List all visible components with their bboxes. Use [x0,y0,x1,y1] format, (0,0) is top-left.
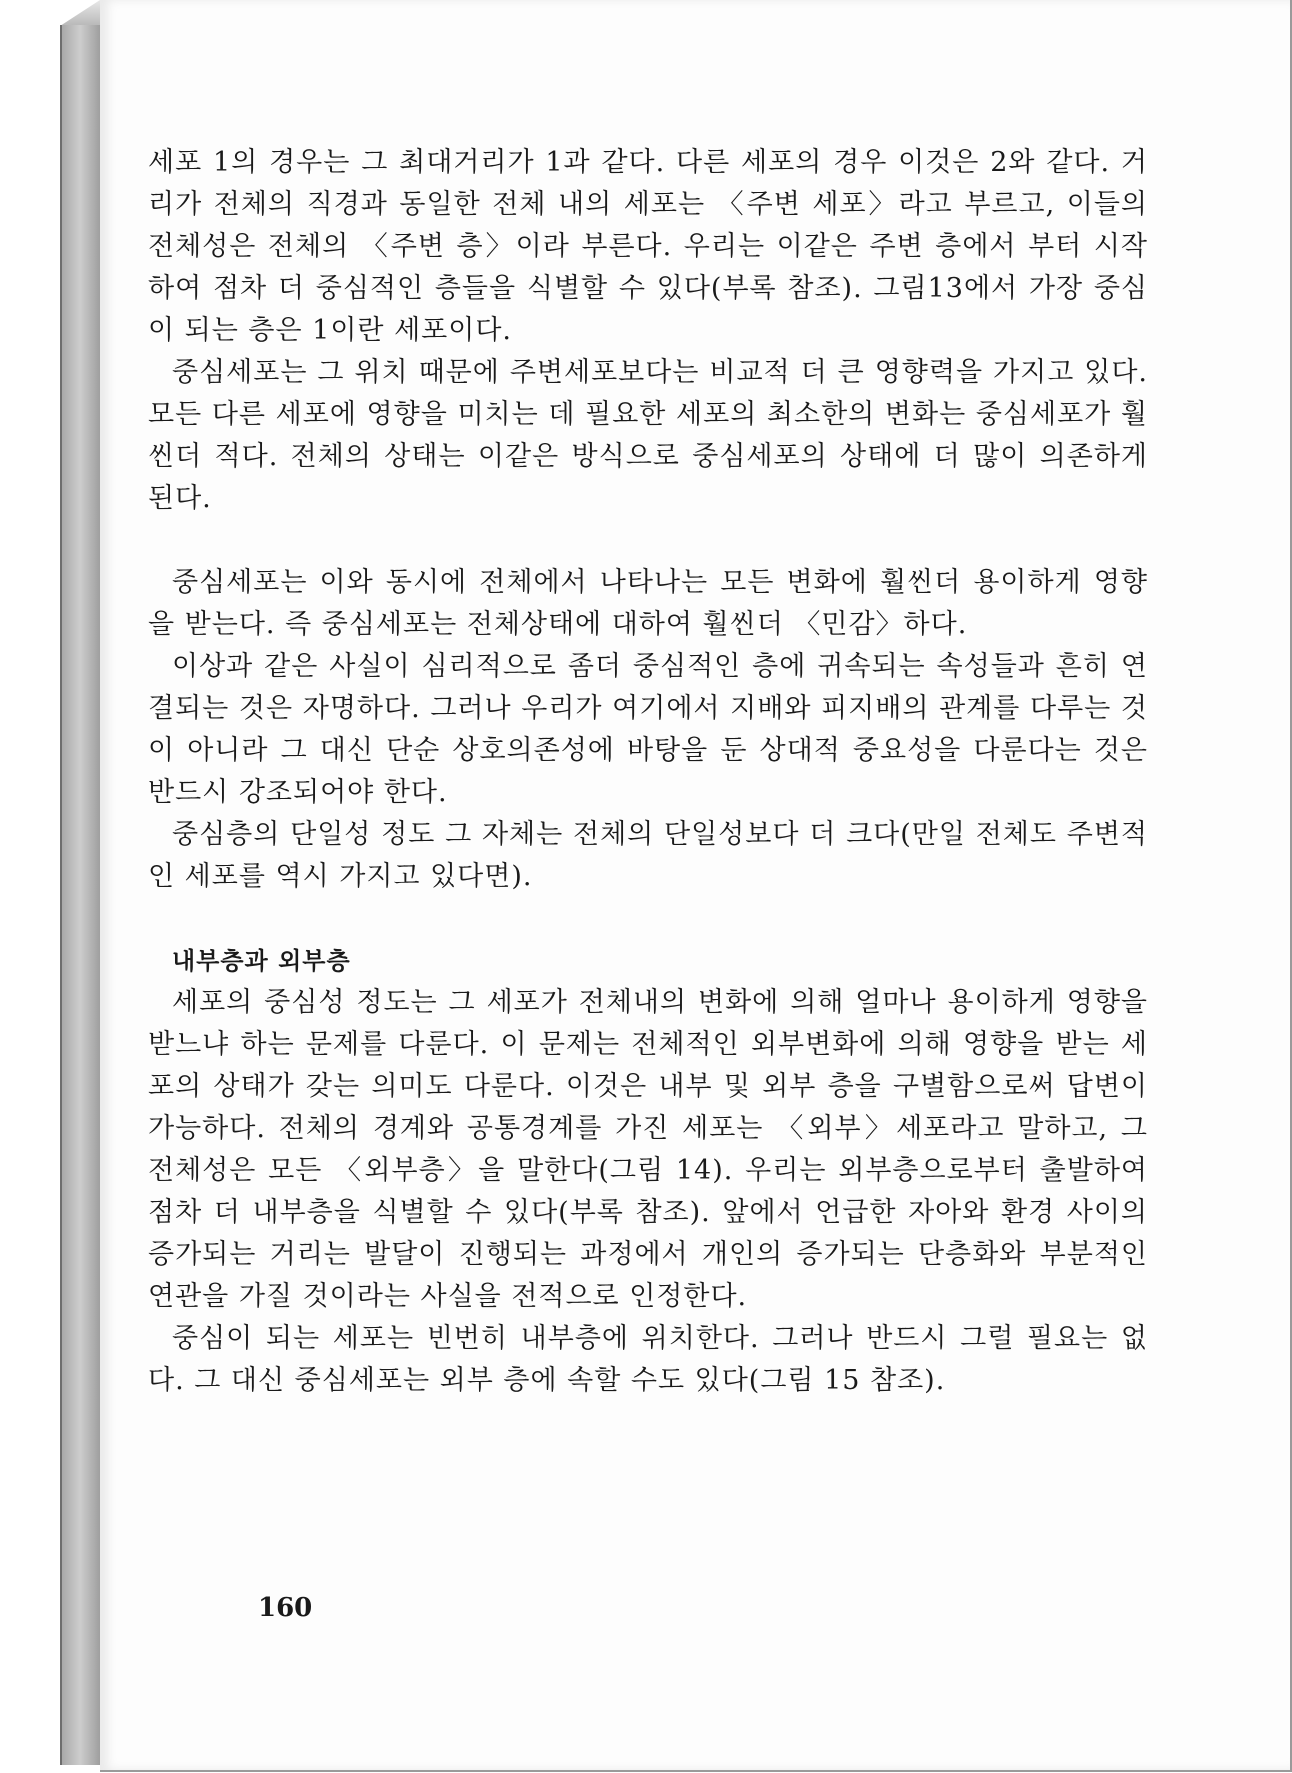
section-heading: 내부층과 외부층 [172,947,351,975]
book-spine [60,25,102,1765]
paragraph: 이상과 같은 사실이 심리적으로 좀더 중심적인 층에 귀속되는 속성들과 흔히 연결되는 것은 자명하다. 그러나 우리가 여기에서 지배와 피지배의 관계를 다루는 것이 아니라 그 대신 단순 상호의존성에 바탕을 둔 상대적 중요성을 다룬다는 것은 반드시 강조되어야 한다. [148,651,1148,808]
page-content [148,142,1148,1402]
book-spine-top [60,0,100,26]
paragraph-gap [148,520,1148,562]
paragraph: 중심이 되는 세포는 빈번히 내부층에 위치한다. 그러나 반드시 그럴 필요는 없다. 그 대신 중심세포는 외부 층에 속할 수도 있다(그림 15 참조). [148,1323,1148,1396]
paragraph: 중심층의 단일성 정도 그 자체는 전체의 단일성보다 더 크다(만일 전체도 주변적인 세포를 역시 가지고 있다면). [148,819,1148,892]
section-gap [148,898,1148,940]
paragraph: 중심세포는 이와 동시에 전체에서 나타나는 모든 변화에 훨씬더 용이하게 영향을 받는다. 즉 중심세포는 전체상태에 대하여 훨씬더 〈민감〉하다. [148,567,1148,640]
page-number: 160 [258,1593,313,1623]
paragraph: 세포 1의 경우는 그 최대거리가 1과 같다. 다른 세포의 경우 이것은 2와 같다. 거리가 전체의 직경과 동일한 전체 내의 세포는 〈주변 세포〉라고 부르고, 이들의 전체성은 전체의 〈주변 층〉이라 부른다. 우리는 이같은 주변 층에서 부터 시작하여 점차 더 중심적인 층들을 식별할 수 있다(부록 참조). 그림13에서 가장 중심이 되는 층은 1이란 세포이다. [148,147,1148,346]
paragraph: 중심세포는 그 위치 때문에 주변세포보다는 비교적 더 큰 영향력을 가지고 있다. 모든 다른 세포에 영향을 미치는 데 필요한 세포의 최소한의 변화는 중심세포가 훨씬더 적다. 전체의 상태는 이같은 방식으로 중심세포의 상태에 더 많이 의존하게 된다. [148,357,1148,514]
paragraph: 세포의 중심성 정도는 그 세포가 전체내의 변화에 의해 얼마나 용이하게 영향을 받느냐 하는 문제를 다룬다. 이 문제는 전체적인 외부변화에 의해 영향을 받는 세포의 상태가 갖는 의미도 다룬다. 이것은 내부 및 외부 층을 구별함으로써 답변이 가능하다. 전체의 경계와 공통경계를 가진 세포는 〈외부〉세포라고 말하고, 그 전체성은 모든 〈외부층〉을 말한다(그림 14). 우리는 외부층으로부터 출발하여 점차 더 내부층을 식별할 수 있다(부록 참조). 앞에서 언급한 자아와 환경 사이의 증가되는 거리는 발달이 진행되는 과정에서 개인의 증가되는 단층화와 부분적인 연관을 가질 것이라는 사실을 전적으로 인정한다. [148,987,1148,1312]
